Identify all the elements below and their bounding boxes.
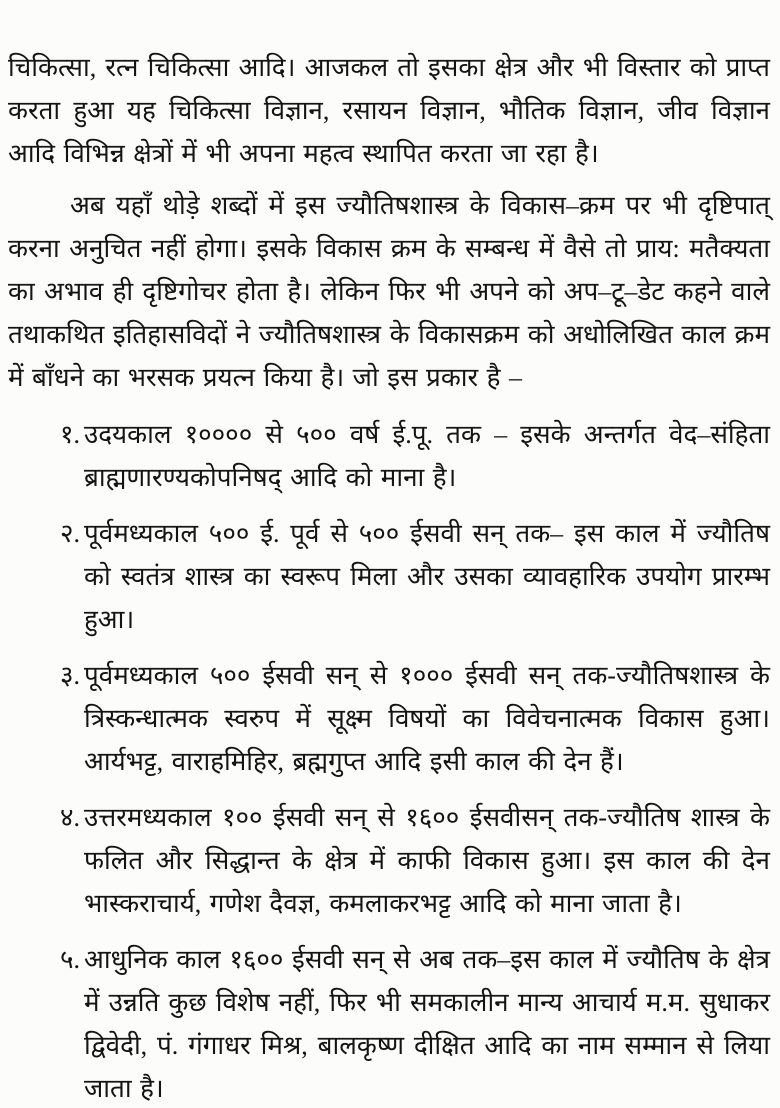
list-item bbox=[8, 512, 770, 641]
list-item-number: २. bbox=[60, 519, 81, 548]
list-item-text: उदयकाल १०००० से ५०० वर्ष ई.पू. तक – इसके अन्तर्गत वेद–संहिता ब्राह्मणारण्यकोपनिषद् आदि को माना है। bbox=[84, 420, 770, 492]
list-item-text: पूर्वमध्यकाल ५०० ईसवी सन् से १००० ईसवी सन् तक-ज्यौतिषशास्त्र के त्रिस्कन्धात्मक स्वरुप में सूक्ष्म विषयों का विवेचनात्मक विकास हुआ। आर्यभट्ट, वाराहमिहिर, ब्रह्मगुप्त आदि इसी काल की देन हैं। bbox=[84, 661, 770, 776]
list-item-number: ४. bbox=[60, 803, 81, 832]
list-item bbox=[8, 796, 770, 925]
list-item-number: ५. bbox=[60, 945, 81, 974]
list-item-number: ३. bbox=[60, 661, 81, 690]
paragraph-development-intro: अब यहाँ थोड़े शब्दों में इस ज्यौतिषशास्त्र के विकास–क्रम पर भी दृष्टिपात् करना अनुचित नहीं होगा। इसके विकास क्रम के सम्बन्ध में वैसे तो प्राय: मतैक्यता का अभाव ही दृष्टिगोचर होता है। लेकिन फिर भी अपने को अप–टू–डेट कहने वाले तथाकथित इतिहासविदों ने ज्यौतिषशास्त्र के विकासक्रम को अधोलिखित काल क्रम में बाँधने का भरसक प्रयत्न किया है। जो इस प्रकार है – bbox=[8, 191, 770, 392]
list-item-text: पूर्वमध्यकाल ५०० ई. पूर्व से ५०० ईसवी सन् तक– इस काल में ज्यौतिष को स्वतंत्र शास्त्र का स्वरूप मिला और उसका व्यावहारिक उपयोग प्रारम्भ हुआ। bbox=[84, 519, 770, 634]
list-item bbox=[8, 413, 770, 499]
list-item-text: उत्तरमध्यकाल १०० ईसवी सन् से १६०० ईसवीसन् तक-ज्यौतिष शास्त्र के फलित और सिद्धान्त के क्षेत्र में काफी विकास हुआ। इस काल की देन भास्कराचार्य, गणेश दैवज्ञ, कमलाकरभट्ट आदि को माना जाता है। bbox=[84, 803, 770, 918]
paragraph-continuation: चिकित्सा, रत्न चिकित्सा आदि। आजकल तो इसका क्षेत्र और भी विस्तार को प्राप्त करता हुआ यह चिकित्सा विज्ञान, रसायन विज्ञान, भौतिक विज्ञान, जीव विज्ञान आदि विभिन्न क्षेत्रों में भी अपना महत्व स्थापित करता जा रहा है। bbox=[8, 53, 770, 168]
list-item-text: आधुनिक काल १६०० ईसवी सन् से अब तक–इस काल में ज्यौतिष के क्षेत्र में उन्नति कुछ विशेष नहीं, फिर भी समकालीन मान्य आचार्य म.म. सुधाकर द्विवेदी, पं. गंगाधर मिश्र, बालकृष्ण दीक्षित आदि का नाम सम्मान से लिया जाता है। bbox=[84, 945, 770, 1103]
list-item-number: १. bbox=[60, 420, 81, 449]
era-numbered-list bbox=[8, 413, 770, 1108]
list-item bbox=[8, 938, 770, 1108]
list-item bbox=[8, 654, 770, 783]
